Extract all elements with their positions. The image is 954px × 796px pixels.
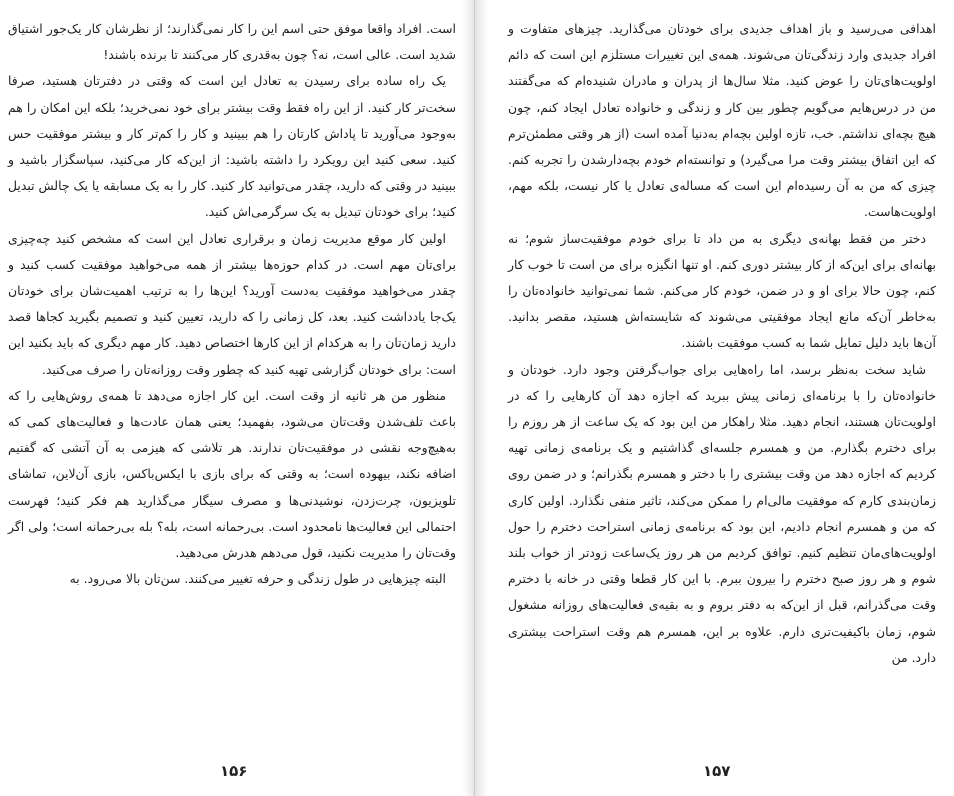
paragraph: اولین کار موقع مدیریت زمان و برقراری تعادل این است که مشخص کنید چه‌چیزی برای‌تان مهم است. در کدام حوزه‌ها بیشتر از همه می‌خواهید موفقیت کسب کنید و چقدر می‌خواهید موفقیت به‌دست آورید؟ این‌ها را به ترتیب اهمیت‌شان برای خودتان یک‌جا یادداشت کنید. بعد، کل زمانی را که دارید، تعیین کنید و تصمیم بگیرید کجاها قصد دارید زمان‌تان را به هرکدام از این کارها اختصاص دهید. کار مهم دیگری که باید بکنید این است: برای خودتان گزارشی تهیه کنید که چطور وقت روزانه‌تان را صرف می‌کنید.: [8, 230, 456, 377]
book-gutter: [462, 0, 488, 796]
paragraph: شاید سخت به‌نظر برسد، اما راه‌هایی برای جواب‌گرفتن وجود دارد. خودتان و خانواده‌تان را با برنامه‌ای زمانی پیش ببرید که اجازه دهد آن کارهایی را که در اولویت‌تان هستند، انجام دهید. مثلا راهکار من این بود که یک ساعت از هر روزم را برای دخترم بگذارم. من و همسرم جلسه‌ای گذاشتیم و یک برنامه‌ی زمانی تهیه کردیم که اجازه دهد من وقت بیشتری را با دختر و همسرم بگذرانم؛ و در ضمن روی زمان‌بندی کارم که موفقیت مالی‌ام را ممکن می‌کند، تاثیر منفی نگذارد. اولین کاری که من و همسرم انجام دادیم، این بود که برنامه‌ی زمانی استراحت دخترم را حول اولویت‌های‌مان تنظیم کنیم. توافق کردیم من هر روز یک‌ساعت زودتر از خواب بلند شوم و هر روز صبح دخترم را بیرون ببرم. با این کار قطعا وقتی در خانه با دخترم وقت می‌گذرانم، قبل از این‌که به دفتر بروم و به بقیه‌ی فعالیت‌های روزانه مشغول شوم، زمان باکیفیت‌تری دارم. علاوه بر این، همسرم هم وقت استراحت بیشتری دارد. من: [508, 361, 936, 665]
gutter-fold-line: [474, 0, 475, 796]
paragraph: یک راه ساده برای رسیدن به تعادل این است که وقتی در دفترتان هستید، صرفا سخت‌تر کار کنید. از این راه فقط وقت بیشتر برای خود نمی‌خرید؛ بلکه این امکان را هم به‌وجود می‌آورید تا پاداش کارتان را هم ببینید و کار را کم‌تر کار و بیشتر موفقیت حس کنید. سعی کنید این رویکرد را داشته باشید: از این‌که کار می‌کنید، سپاسگزار باشید و ببینید در وقتی که دارید، چقدر می‌توانید کار کنید. کار را به یک مسابقه یا یک چالش تبدیل کنید؛ برای خودتان تبدیل به یک سرگرمی‌اش کنید.: [8, 73, 456, 220]
left-page: [0, 0, 462, 796]
paragraph: البته چیزهایی در طول زندگی و حرفه تغییر می‌کنند. سن‌تان بالا می‌رود. به: [69, 571, 446, 587]
right-page-text: [508, 16, 936, 671]
left-page-text: [8, 16, 456, 592]
page-number: ۱۵۶: [220, 762, 248, 780]
paragraph: است. افراد واقعا موفق حتی اسم این را کار نمی‌گذارند؛ از نظرشان کار یک‌جور اشتیاق شدید است. عالی است، نه؟ چون به‌قدری کار می‌کنند تا برنده باشند!: [8, 21, 456, 63]
page-number: ۱۵۷: [703, 762, 731, 780]
paragraph: منظور من هر ثانیه از وقت است. این کار اجازه می‌دهد تا همه‌ی روش‌هایی را که باعث تلف‌شدن وقت‌تان می‌شود، بفهمید؛ یعنی همان عادت‌ها و فعالیت‌های کمی که به‌هیچ‌وجه نقشی در موفقیت‌تان ندارند. هر تلاشی که هیزمی به آن آتشی که گفتیم اضافه نکند، بیهوده است؛ به وقتی که برای بازی با ایکس‌باکس، بازی آن‌لاین، تماشای تلویزیون، چرت‌زدن، نوشیدنی‌ها و مصرف سیگار می‌گذارید هم فکر کنید؛ فهرست احتمالی این فعالیت‌ها نامحدود است. بی‌رحمانه است، بله؟ بله بی‌رحمانه است؛ ولی اگر وقت‌تان را مدیریت نکنید، قول می‌دهم هدرش می‌دهید.: [8, 387, 456, 561]
right-page: [488, 0, 954, 796]
paragraph: اهدافی می‌رسید و باز اهداف جدیدی برای خودتان می‌گذارید. چیزهای متفاوت و افراد جدیدی وارد زندگی‌تان می‌شوند. همه‌ی این تغییرات مستلزم این است که دائم اولویت‌های‌تان را عوض کنید. مثلا سال‌ها از پدران و مادران شنیده‌ام که می‌گفتند من در درس‌هایم می‌گویم چطور بین کار و زندگی و خانواده تعادل ایجاد کنم، چون هیچ بچه‌ای نداشتم. خب، تازه اولین بچه‌ام به‌دنیا آمده است (از هر وقتی مطمئن‌ترم که این اتفاق بیشتر وقت مرا می‌گیرد) و توانسته‌ام خودم بچه‌دارشدن را تجربه کنم. چیزی که من به آن رسیده‌ام این است که مساله‌ی تعادل یا کار نیست، بلکه مهم، اولویت‌هاست.: [508, 21, 936, 220]
paragraph: دختر من فقط بهانه‌ی دیگری به من داد تا برای خودم موفقیت‌ساز شوم؛ نه بهانه‌ای برای این‌که از کار بیشتر دوری کنم. او تنها انگیزه برای من است تا خوب کار کنم، چون حالا برای او و در ضمن، خودم کار می‌کنم. شما نمی‌توانید خانواده‌تان را به‌خاطر آن‌که مانع ایجاد موفقیتی می‌شوند که شایسته‌اش هستید، مقصر بدانید. آن‌ها باید دلیل تمایل شما به کسب موفقیت باشند.: [508, 230, 936, 351]
